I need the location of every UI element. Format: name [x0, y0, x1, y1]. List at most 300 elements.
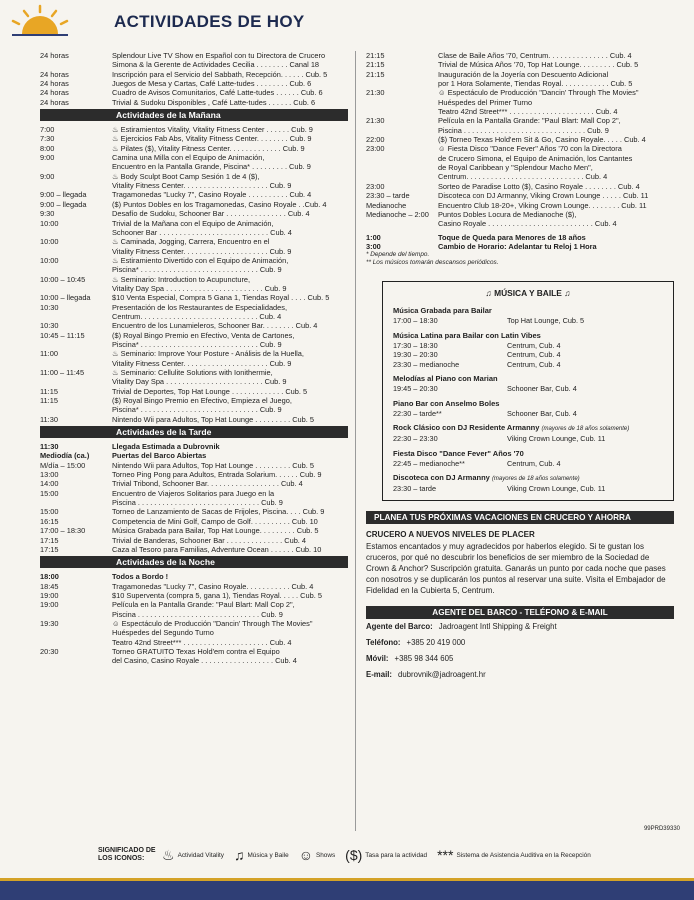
row-description: Splendour Live TV Show en Español con tu Directora de Crucero	[112, 51, 326, 60]
music-place: Viking Crown Lounge, Cub. 11	[507, 434, 606, 444]
schedule-row	[40, 479, 348, 488]
schedule-row	[40, 247, 348, 256]
row-description: $10 Venta Especial, Compra 5 Gana 1, Tiendas Royal . . . . Cub. 5	[112, 293, 330, 303]
legend-label: Tasa para la actividad	[365, 851, 428, 859]
music-place: Viking Crown Lounge, Cub. 11	[507, 484, 606, 494]
schedule-row	[40, 321, 348, 330]
schedule-row	[40, 536, 348, 545]
legend-title: SIGNIFICADO DE LOS ICONOS:	[98, 847, 156, 862]
legend-item	[437, 847, 591, 863]
night-heading: Actividades de la Noche	[40, 556, 348, 568]
schedule-row	[40, 70, 348, 79]
music-row	[393, 384, 663, 394]
row-time	[40, 377, 112, 386]
row-time: 9:00	[40, 171, 55, 181]
row-time: 10:45 – 11:15	[40, 330, 85, 340]
row-description: Cuadro de Avisos Comunitarios, Café Latte-tudes . . . . . . Cub. 6	[112, 88, 323, 98]
schedule-row	[40, 144, 348, 153]
music-row	[393, 409, 663, 419]
row-description: Simona & la Gerente de Actividades Cecilia . . . . . . . . Canal 18	[112, 60, 320, 70]
schedule-row	[40, 656, 348, 665]
row-time: 21:30	[366, 88, 385, 98]
legend-symbol-icon: ***	[437, 847, 454, 863]
row-time	[40, 181, 112, 190]
schedule-row	[40, 600, 348, 609]
music-place: Top Hat Lounge, Cub. 5	[507, 316, 585, 326]
row-description: Cambio de Horario: Adelantar tu Reloj 1 Hora	[438, 241, 597, 251]
agent-key: Agente del Barco:	[366, 622, 433, 632]
music-section-title	[393, 331, 663, 341]
schedule-row	[366, 79, 674, 88]
music-time: 17:30 – 18:30	[393, 340, 438, 350]
music-row	[393, 341, 663, 351]
row-description: de Royal Caribbean y "Splendour Macho Men",	[438, 163, 593, 173]
agent-row	[366, 651, 674, 667]
music-section-name: Fiesta Disco "Dance Fever" Años '70	[393, 448, 524, 458]
row-time	[366, 154, 438, 163]
schedule-row	[40, 349, 348, 358]
row-description: Piscina* . . . . . . . . . . . . . . . . . . . . . . . . . . . . . Cub. 9	[112, 339, 282, 349]
row-time: 9:00	[40, 153, 55, 163]
legend-symbol-icon: ☺	[298, 847, 313, 863]
music-time: 22:30 – 23:30	[393, 434, 438, 444]
schedule-row	[40, 51, 348, 60]
schedule-row	[366, 135, 674, 144]
music-section-name: Piano Bar con Anselmo Boles	[393, 398, 500, 408]
legend-label: Sistema de Asistencia Auditiva en la Recepción	[456, 851, 591, 859]
row-time	[40, 656, 112, 665]
schedule-row	[40, 303, 348, 312]
row-time: 17:15	[40, 544, 59, 554]
row-time: 24 horas	[40, 69, 69, 79]
agent-row	[366, 667, 674, 683]
music-section-note: (mayores de 18 años solamente)	[541, 426, 630, 433]
schedule-row	[366, 60, 674, 69]
row-description: Vitality Day Spa . . . . . . . . . . . . . . . . . . . . . . . . Cub. 9	[112, 377, 287, 387]
row-description: Nintendo Wii para Adultos, Top Hat Lounge . . . . . . . . . Cub. 5	[112, 460, 314, 470]
row-description: ♨ Estiramiento Divertido con el Equipo de Animación,	[112, 255, 289, 265]
right-column	[366, 51, 674, 683]
row-description: Desafío de Sudoku, Schooner Bar . . . . . . . . . . . . . . . Cub. 4	[112, 209, 310, 219]
row-description: Nintendo Wii para Adultos, Top Hat Lounge . . . . . . . . . Cub. 5	[112, 414, 314, 424]
legend-symbol-icon: ($)	[345, 847, 363, 863]
music-section-name: Discoteca con DJ Armanny	[393, 473, 490, 483]
legend-item	[345, 847, 427, 863]
music-section	[393, 331, 663, 370]
row-description: Piscina* . . . . . . . . . . . . . . . . . . . . . . . . . . . . . Cub. 9	[112, 405, 282, 415]
row-time: 24 horas	[40, 51, 69, 60]
row-description: Inauguración de la Joyería con Descuento Adicional	[438, 69, 609, 79]
music-time: 19:30 – 20:30	[393, 350, 438, 360]
row-description: Centrum. . . . . . . . . . . . . . . . . . . . . . . . . . . . . Cub. 4	[438, 172, 608, 182]
row-description: Toque de Queda para Menores de 18 años	[438, 232, 586, 242]
schedule-row	[40, 451, 348, 460]
row-description: Sorteo de Paradise Lotto ($), Casino Royale . . . . . . . . Cub. 4	[438, 181, 640, 191]
music-place: Centrum, Cub. 4	[507, 458, 561, 468]
row-time: 19:00	[40, 590, 59, 600]
schedule-row	[40, 387, 348, 396]
row-time	[40, 60, 112, 69]
music-place: Centrum, Cub. 4	[507, 350, 561, 360]
agent-row	[366, 635, 674, 651]
agent-bar: AGENTE DEL BARCO - TELÉFONO & E-MAIL	[366, 606, 674, 619]
row-description: ♨ Body Sculpt Boot Camp Sesión 1 de 4 ($),	[112, 171, 260, 181]
legend-item	[299, 847, 335, 863]
row-description: Tragamonedas "Lucky 7", Casino Royale . . . . . . . . . . Cub. 4	[112, 190, 312, 200]
row-description: ☺ Espectáculo de Producción "Dancin' Through The Movies"	[438, 88, 639, 98]
row-description: Schooner Bar . . . . . . . . . . . . . . . . . . . . . . . . . . . Cub. 4	[112, 227, 292, 237]
music-section-title	[393, 399, 663, 409]
row-time: 21:15	[366, 60, 385, 70]
row-time: 11:15	[40, 386, 58, 396]
row-time: 7:30	[40, 134, 55, 144]
page-title: ACTIVIDADES DE HOY	[114, 12, 305, 31]
schedule-row	[40, 134, 348, 143]
page-header	[0, 0, 694, 44]
row-time	[40, 359, 112, 368]
row-time: 10:00	[40, 218, 59, 228]
row-time: 20:30	[40, 646, 59, 656]
row-time: 19:30	[40, 618, 59, 628]
schedule-row	[40, 638, 348, 647]
schedule-row	[40, 359, 348, 368]
row-time	[40, 498, 112, 507]
row-description: Encuentro Club 18-20+, Viking Crown Lounge. . . . . . . . Cub. 11	[438, 200, 647, 210]
schedule-row	[366, 242, 674, 251]
row-time	[40, 265, 112, 274]
afternoon-heading: Actividades de la Tarde	[40, 426, 348, 438]
schedule-row	[40, 442, 348, 451]
agent-value: +385 98 344 605	[394, 654, 454, 664]
curfew-list	[366, 233, 674, 252]
schedule-row	[40, 219, 348, 228]
footnote-weather: * Depende del tiempo.	[366, 251, 430, 259]
row-description: Todos a Bordo !	[112, 572, 169, 582]
agent-value: dubrovnik@jadroagent.hr	[398, 670, 486, 680]
row-description: ☺ Espectáculo de Producción "Dancin' Through The Movies"	[112, 618, 313, 628]
agent-row	[366, 619, 674, 635]
schedule-row	[40, 415, 348, 424]
row-time: 10:00 – llegada	[40, 293, 91, 303]
schedule-row	[40, 125, 348, 134]
row-description: Huéspedes del Primer Turno	[438, 97, 533, 107]
row-description: Encuentro de Viajeros Solitarios para Juego en la	[112, 488, 275, 498]
row-description: ($) Royal Bingo Premio en Efectivo, Empieza el Juego,	[112, 396, 292, 406]
schedule-row	[40, 545, 348, 554]
row-time: 21:15	[366, 69, 385, 79]
row-time: 13:00	[40, 470, 59, 480]
schedule-row	[40, 172, 348, 181]
schedule-row	[366, 163, 674, 172]
row-time: 9:00 – llegada	[40, 190, 87, 200]
row-description: Torneo Ping Pong para Adultos, Entrada Solarium. . . . . . Cub. 9	[112, 470, 322, 480]
row-description: Vitality Day Spa . . . . . . . . . . . . . . . . . . . . . . . . Cub. 9	[112, 283, 287, 293]
music-section-title	[393, 473, 663, 484]
sun-icon	[8, 4, 72, 38]
row-description: Vitality Fitness Center. . . . . . . . . . . . . . . . . . . . . Cub. 9	[112, 358, 292, 368]
schedule-row	[366, 88, 674, 97]
schedule-row	[40, 162, 348, 171]
schedule-row	[366, 51, 674, 60]
music-section-title	[393, 374, 663, 384]
schedule-row	[366, 233, 674, 242]
row-time	[40, 312, 112, 321]
schedule-row	[366, 219, 674, 228]
row-description: Inscripción para el Servicio del Sabbath, Recepción. . . . . . Cub. 5	[112, 69, 328, 79]
row-time: 10:30	[40, 302, 59, 312]
schedule-row	[40, 582, 348, 591]
agent-value: Jadroagent Intl Shipping & Freight	[438, 622, 557, 632]
icon-legend	[98, 840, 688, 870]
schedule-row	[40, 200, 348, 209]
schedule-row	[40, 88, 348, 97]
row-description: Camina una Milla con el Equipo de Animación,	[112, 153, 265, 163]
music-place: Schooner Bar, Cub. 4	[507, 384, 577, 394]
row-time: 17:15	[40, 535, 59, 545]
music-section	[393, 423, 663, 444]
row-description: Vitality Fitness Center. . . . . . . . . . . . . . . . . . . . . Cub. 9	[112, 181, 292, 191]
schedule-row	[40, 153, 348, 162]
left-column	[40, 51, 348, 666]
music-section	[393, 449, 663, 469]
row-description: Caza al Tesoro para Familias, Adventure Ocean . . . . . . Cub. 10	[112, 544, 322, 554]
music-place: Schooner Bar, Cub. 4	[507, 408, 577, 418]
row-description: Trivial & Sudoku Disponibles , Café Latte-tudes . . . . . . Cub. 6	[112, 97, 316, 107]
row-time: 8:00	[40, 143, 55, 153]
music-section-name: Música Latina para Bailar con Latin Vibes	[393, 330, 541, 340]
row-time: 16:15	[40, 516, 59, 526]
schedule-row	[40, 572, 348, 581]
schedule-row	[40, 470, 348, 479]
schedule-row	[40, 181, 348, 190]
schedule-row	[366, 70, 674, 79]
morning-heading: Actividades de la Mañana	[40, 109, 348, 121]
music-section-title	[393, 306, 663, 316]
schedule-row	[366, 191, 674, 200]
music-row	[393, 434, 663, 444]
schedule-row	[40, 619, 348, 628]
row-description: Torneo de Lanzamiento de Sacas de Frijoles, Piscina. . . . Cub. 9	[112, 507, 325, 517]
row-description: por 1 Hora Solamente, Tiendas Royal. . . . . . . . . . . . Cub. 5	[438, 79, 633, 89]
music-time: 23:30 – medianoche	[393, 359, 460, 369]
row-description: Competencia de Mini Golf, Campo de Golf. . . . . . . . . . Cub. 10	[112, 516, 318, 526]
legend-symbol-icon: ♨	[162, 846, 175, 863]
schedule-row	[366, 116, 674, 125]
music-section-name: Música Grabada para Bailar	[393, 306, 492, 316]
row-time: 7:00	[40, 125, 55, 135]
music-time: 19:45 – 20:30	[393, 384, 438, 394]
row-time: Medianoche	[366, 200, 407, 210]
row-description: Clase de Baile Años '70, Centrum. . . . . . . . . . . . . . . Cub. 4	[438, 51, 632, 60]
music-place: Centrum, Cub. 4	[507, 340, 561, 350]
row-description: Puntos Dobles Locura de Medianoche ($),	[438, 209, 577, 219]
row-description: Casino Royale . . . . . . . . . . . . . . . . . . . . . . . . . . Cub. 4	[438, 219, 617, 229]
schedule-row	[40, 312, 348, 321]
row-description: Centrum. . . . . . . . . . . . . . . . . . . . . . . . . . . . . Cub. 4	[112, 311, 282, 321]
schedule-row	[366, 172, 674, 181]
document-code: 99PRD39330	[643, 826, 680, 832]
music-box	[382, 281, 674, 501]
row-description: ($) Torneo Texas Hold'em Sit & Go, Casino Royale. . . . . Cub. 4	[438, 135, 646, 145]
music-time: 22:30 – tarde**	[393, 408, 442, 418]
music-section	[393, 473, 663, 494]
row-time	[40, 247, 112, 256]
music-list	[393, 306, 663, 494]
music-row	[393, 484, 663, 494]
morning-list	[40, 125, 348, 424]
row-description: Encuentro en la Pantalla Grande, Piscina* . . . . . . . . . Cub. 9	[112, 162, 311, 172]
schedule-row	[40, 526, 348, 535]
schedule-row	[366, 98, 674, 107]
row-time: 24 horas	[40, 88, 69, 98]
row-time: 3:00	[366, 241, 381, 251]
music-row	[393, 316, 663, 326]
row-description: ☺ Fiesta Disco "Dance Fever" Años '70 con la Directora	[438, 144, 622, 154]
schedule-row	[40, 340, 348, 349]
cruise-text: Estamos encantados y muy agradecidos por haberlos elegido. Si te gustan los cruceros, por qué no descubrir los beneficios de ser miembro de la Sociedad de Crown & Anchor? Suscripción gratuita. Ganarás un punto por cada noche que pases con nosotros y se duplicarán los puntos al reservar una suite. Visita el Embajador de Fidelidad en la Cubierta 5, Centrum.	[366, 541, 666, 596]
afternoon-list	[40, 442, 348, 554]
schedule-row	[40, 405, 348, 414]
schedule-row	[40, 98, 348, 107]
row-time: 9:00 – llegada	[40, 199, 87, 209]
column-divider	[355, 51, 356, 831]
schedule-row	[40, 396, 348, 405]
row-description: Puertas del Barco Abiertas	[112, 451, 207, 461]
row-time: 18:00	[40, 572, 59, 582]
row-time: M/día – 15:00	[40, 460, 86, 470]
schedule-row	[40, 79, 348, 88]
schedule-row	[40, 265, 348, 274]
legend-item	[234, 847, 289, 863]
agent-list	[366, 619, 674, 683]
row-time	[40, 340, 112, 349]
row-time: Medianoche – 2:00	[366, 209, 429, 219]
row-time	[40, 284, 112, 293]
schedule-row	[40, 507, 348, 516]
row-time: 19:00	[40, 600, 59, 610]
legend-items	[162, 847, 601, 864]
row-description: Trivial Tribond, Schooner Bar. . . . . . . . . . . . . . . . . . Cub. 4	[112, 479, 303, 489]
row-description: ♨ Caminada, Jogging, Carrera, Encuentro en el	[112, 237, 270, 247]
schedule-row	[40, 610, 348, 619]
row-time: 9:30	[40, 209, 55, 219]
schedule-row	[40, 190, 348, 199]
agent-key: Teléfono:	[366, 638, 401, 648]
row-time	[366, 79, 438, 88]
row-description: Tragamonedas "Lucky 7", Casino Royale. . . . . . . . . . . Cub. 4	[112, 581, 314, 591]
legend-item	[162, 847, 224, 864]
row-time: 21:30	[366, 116, 385, 126]
music-section-title	[393, 449, 663, 459]
schedule-row	[40, 489, 348, 498]
schedule-row	[40, 377, 348, 386]
schedule-row	[40, 237, 348, 246]
music-section	[393, 306, 663, 326]
legend-label: Shows	[315, 851, 336, 859]
footer-band	[0, 878, 694, 900]
row-time: 15:00	[40, 488, 59, 498]
music-section-name: Rock Clásico con DJ Residente Armanny	[393, 423, 540, 433]
music-section	[393, 374, 663, 394]
schedule-row	[40, 293, 348, 302]
row-description: Vitality Fitness Center. . . . . . . . . . . . . . . . . . . . . Cub. 9	[112, 246, 292, 256]
row-description: Piscina . . . . . . . . . . . . . . . . . . . . . . . . . . . . . . Cub. 9	[112, 609, 283, 619]
row-time	[40, 638, 112, 647]
legend-symbol-icon: ♫	[233, 847, 245, 863]
row-description: Teatro 42nd Street*** . . . . . . . . . . . . . . . . . . . . . Cub. 4	[438, 107, 618, 117]
row-time	[40, 628, 112, 637]
row-description: Piscina . . . . . . . . . . . . . . . . . . . . . . . . . . . . . . Cub. 9	[112, 498, 283, 508]
row-description: Huéspedes del Segundo Turno	[112, 628, 214, 638]
row-description: Trivial de la Mañana con el Equipo de Animación,	[112, 218, 274, 228]
row-time	[40, 228, 112, 237]
schedule-row	[366, 182, 674, 191]
row-time	[366, 126, 438, 135]
schedule-row	[40, 498, 348, 507]
row-description: Torneo GRATUITO Texas Hold'em contra el Equipo	[112, 646, 280, 656]
schedule-row	[40, 284, 348, 293]
agent-key: E-mail:	[366, 670, 392, 680]
row-time: 17:00 – 18:30	[40, 526, 86, 536]
row-time	[366, 219, 438, 228]
row-description: Película en la Pantalla Grande: "Paul Blart: Mall Cop 2",	[112, 600, 295, 610]
music-row	[393, 360, 663, 370]
schedule-row	[40, 275, 348, 284]
row-description: ♨ Ejercicios Fab Abs, Vitality Fitness Center. . . . . . . . Cub. 9	[112, 134, 312, 144]
row-time: 23:00	[366, 181, 385, 191]
music-section	[393, 399, 663, 419]
schedule-row	[40, 256, 348, 265]
schedule-row	[366, 126, 674, 135]
row-description: Encuentro de los Lunamieleros, Schooner Bar. . . . . . . . Cub. 4	[112, 321, 318, 331]
row-time: 11:30	[40, 442, 59, 452]
schedule-row	[366, 107, 674, 116]
schedule-row	[40, 628, 348, 637]
schedule-row	[366, 144, 674, 153]
schedule-row	[40, 368, 348, 377]
row-description: Piscina* . . . . . . . . . . . . . . . . . . . . . . . . . . . . . Cub. 9	[112, 265, 282, 275]
schedule-row	[40, 461, 348, 470]
row-description: $10 Superventa (compra 5, gana 1), Tiendas Royal. . . . . Cub. 5	[112, 590, 322, 600]
schedule-row	[366, 201, 674, 210]
music-section-note: (mayores de 18 años solamente)	[491, 476, 580, 483]
row-time: 10:00 – 10:45	[40, 274, 86, 284]
music-row	[393, 350, 663, 360]
row-description: del Casino, Casino Royale . . . . . . . . . . . . . . . . . . Cub. 4	[112, 656, 297, 666]
row-description: Trivial de Deportes, Top Hat Lounge . . . . . . . . . . . . . Cub. 5	[112, 386, 308, 396]
row-time: 11:00 – 11:45	[40, 368, 85, 377]
schedule-row	[40, 331, 348, 340]
row-time	[366, 98, 438, 107]
row-time: 24 horas	[40, 79, 69, 89]
row-description: ♨ Seminario: Cellulite Solutions with Ionithermie,	[112, 368, 273, 377]
row-time	[40, 405, 112, 414]
late-night-list	[366, 51, 674, 229]
legend-label: Música y Baile	[247, 851, 289, 859]
music-row	[393, 459, 663, 469]
row-time: 23:00	[366, 144, 385, 154]
row-time	[366, 172, 438, 181]
row-time: 1:00	[366, 232, 381, 242]
legend-label: Actividad Vitality	[177, 851, 224, 859]
music-section-name: Melodías al Piano con Marian	[393, 374, 498, 384]
agent-value: +385 20 419 000	[406, 638, 466, 648]
row-description: Discoteca con DJ Armanny, Viking Crown Lounge . . . . . Cub. 11	[438, 191, 649, 201]
row-description: Juegos de Mesa y Cartas, Café Latte-tudes . . . . . . . . Cub. 6	[112, 79, 312, 89]
row-description: Trivial de Música Años '70, Top Hat Lounge. . . . . . . . . Cub. 5	[438, 60, 639, 70]
row-description: Trivial de Banderas, Schooner Bar . . . . . . . . . . . . . . Cub. 4	[112, 535, 307, 545]
row-time: 11:30	[40, 414, 58, 424]
